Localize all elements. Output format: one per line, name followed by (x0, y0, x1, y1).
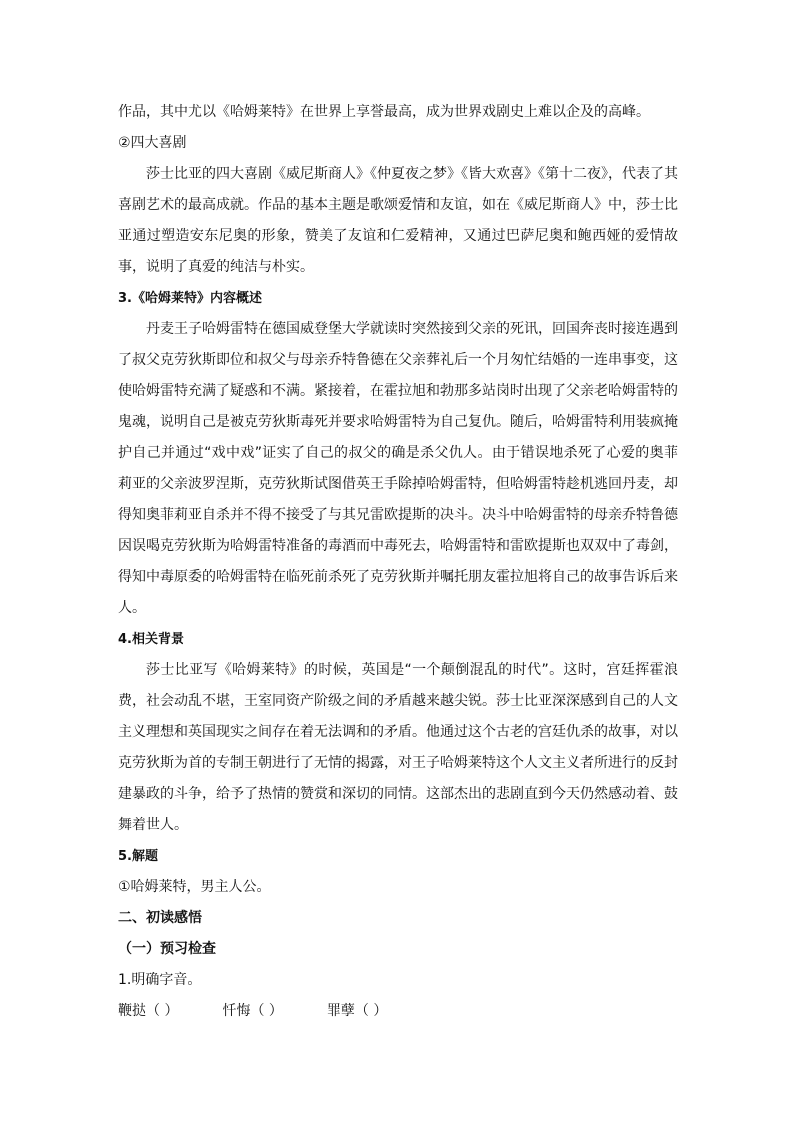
question-pronunciation: 1.明确字音。 (118, 972, 202, 988)
heading-hamlet-summary: 3.《哈姆莱特》内容概述 (118, 291, 262, 306)
subsection-heading-preview-check: （一）预习检查 (118, 941, 216, 957)
heading-title-explanation: 5.解题 (118, 849, 158, 864)
document-page (118, 97, 678, 1027)
paragraph-hamlet-summary: 丹麦王子哈姆雷特在德国威登堡大学就读时突然接到父亲的死讯，回国奔丧时接连遇到了叔父克劳狄斯即位和叔父与母亲乔特鲁德在父亲葬礼后一个月匆忙结婚的一连串事变，这使哈姆雷特充满了疑惑和不满。紧接着，在霍拉旭和勃那多站岗时出现了父亲老哈姆雷特的鬼魂，说明自己是被克劳狄斯毒死并要求哈姆雷特为自己复仇。随后，哈姆雷特利用装疯掩护自己并通过“戏中戏”证实了自己的叔父的确是杀父仇人。由于错误地杀死了心爱的奥菲莉亚的父亲波罗涅斯，克劳狄斯试图借英王手除掉哈姆雷特，但哈姆雷特趁机逃回丹麦，却得知奥菲莉亚自杀并不得不接受了与其兄雷欧提斯的决斗。决斗中哈姆雷特的母亲乔特鲁德因误喝克劳狄斯为哈姆雷特准备的毒酒而中毒死去，哈姆雷特和雷欧提斯也双双中了毒剑，得知中毒原委的哈姆雷特在临死前杀死了克劳狄斯并嘱托朋友霍拉旭将自己的故事告诉后来人。 (118, 321, 678, 616)
paragraph-comedies: 莎士比亚的四大喜剧《威尼斯商人》《仲夏夜之梦》《皆大欢喜》《第十二夜》，代表了其喜剧艺术的最高成就。作品的基本主题是歌颂爱情和友谊，如在《威尼斯商人》中，莎士比亚通过塑造安东尼奥的形象，赞美了友谊和仁爱精神，又通过巴萨尼奥和鲍西娅的爱情故事，说明了真爱的纯洁与朴实。 (118, 166, 678, 275)
pinyin-items-row (118, 996, 678, 1027)
pinyin-item: 罪孽（ ） (326, 1003, 388, 1019)
paragraph-continuation: 作品，其中尤以《哈姆莱特》在世界上享誉最高，成为世界戏剧史上难以企及的高峰。 (118, 104, 650, 120)
section-heading-first-reading: 二、初读感悟 (118, 910, 202, 926)
pinyin-item: 忏悔（ ） (222, 1003, 283, 1019)
pinyin-item: 鞭挞（ ） (118, 1003, 179, 1019)
heading-background: 4.相关背景 (118, 632, 184, 647)
subheading-four-comedies: ②四大喜剧 (118, 135, 187, 151)
paragraph-title-explanation: ①哈姆莱特，男主人公。 (118, 879, 271, 895)
paragraph-background: 莎士比亚写《哈姆莱特》的时候，英国是“一个颠倒混乱的时代”。这时，宫廷挥霍浪费，社会动乱不堪，王室同资产阶级之间的矛盾越来越尖锐。莎士比亚深深感到自己的人文主义理想和英国现实之间存在着无法调和的矛盾。他通过这个古老的宫廷仇杀的故事，对以克劳狄斯为首的专制王朝进行了无情的揭露，对王子哈姆莱特这个人文主义者所进行的反封建暴政的斗争，给予了热情的赞赏和深切的同情。这部杰出的悲剧直到今天仍然感动着、鼓舞着世人。 (118, 662, 678, 833)
